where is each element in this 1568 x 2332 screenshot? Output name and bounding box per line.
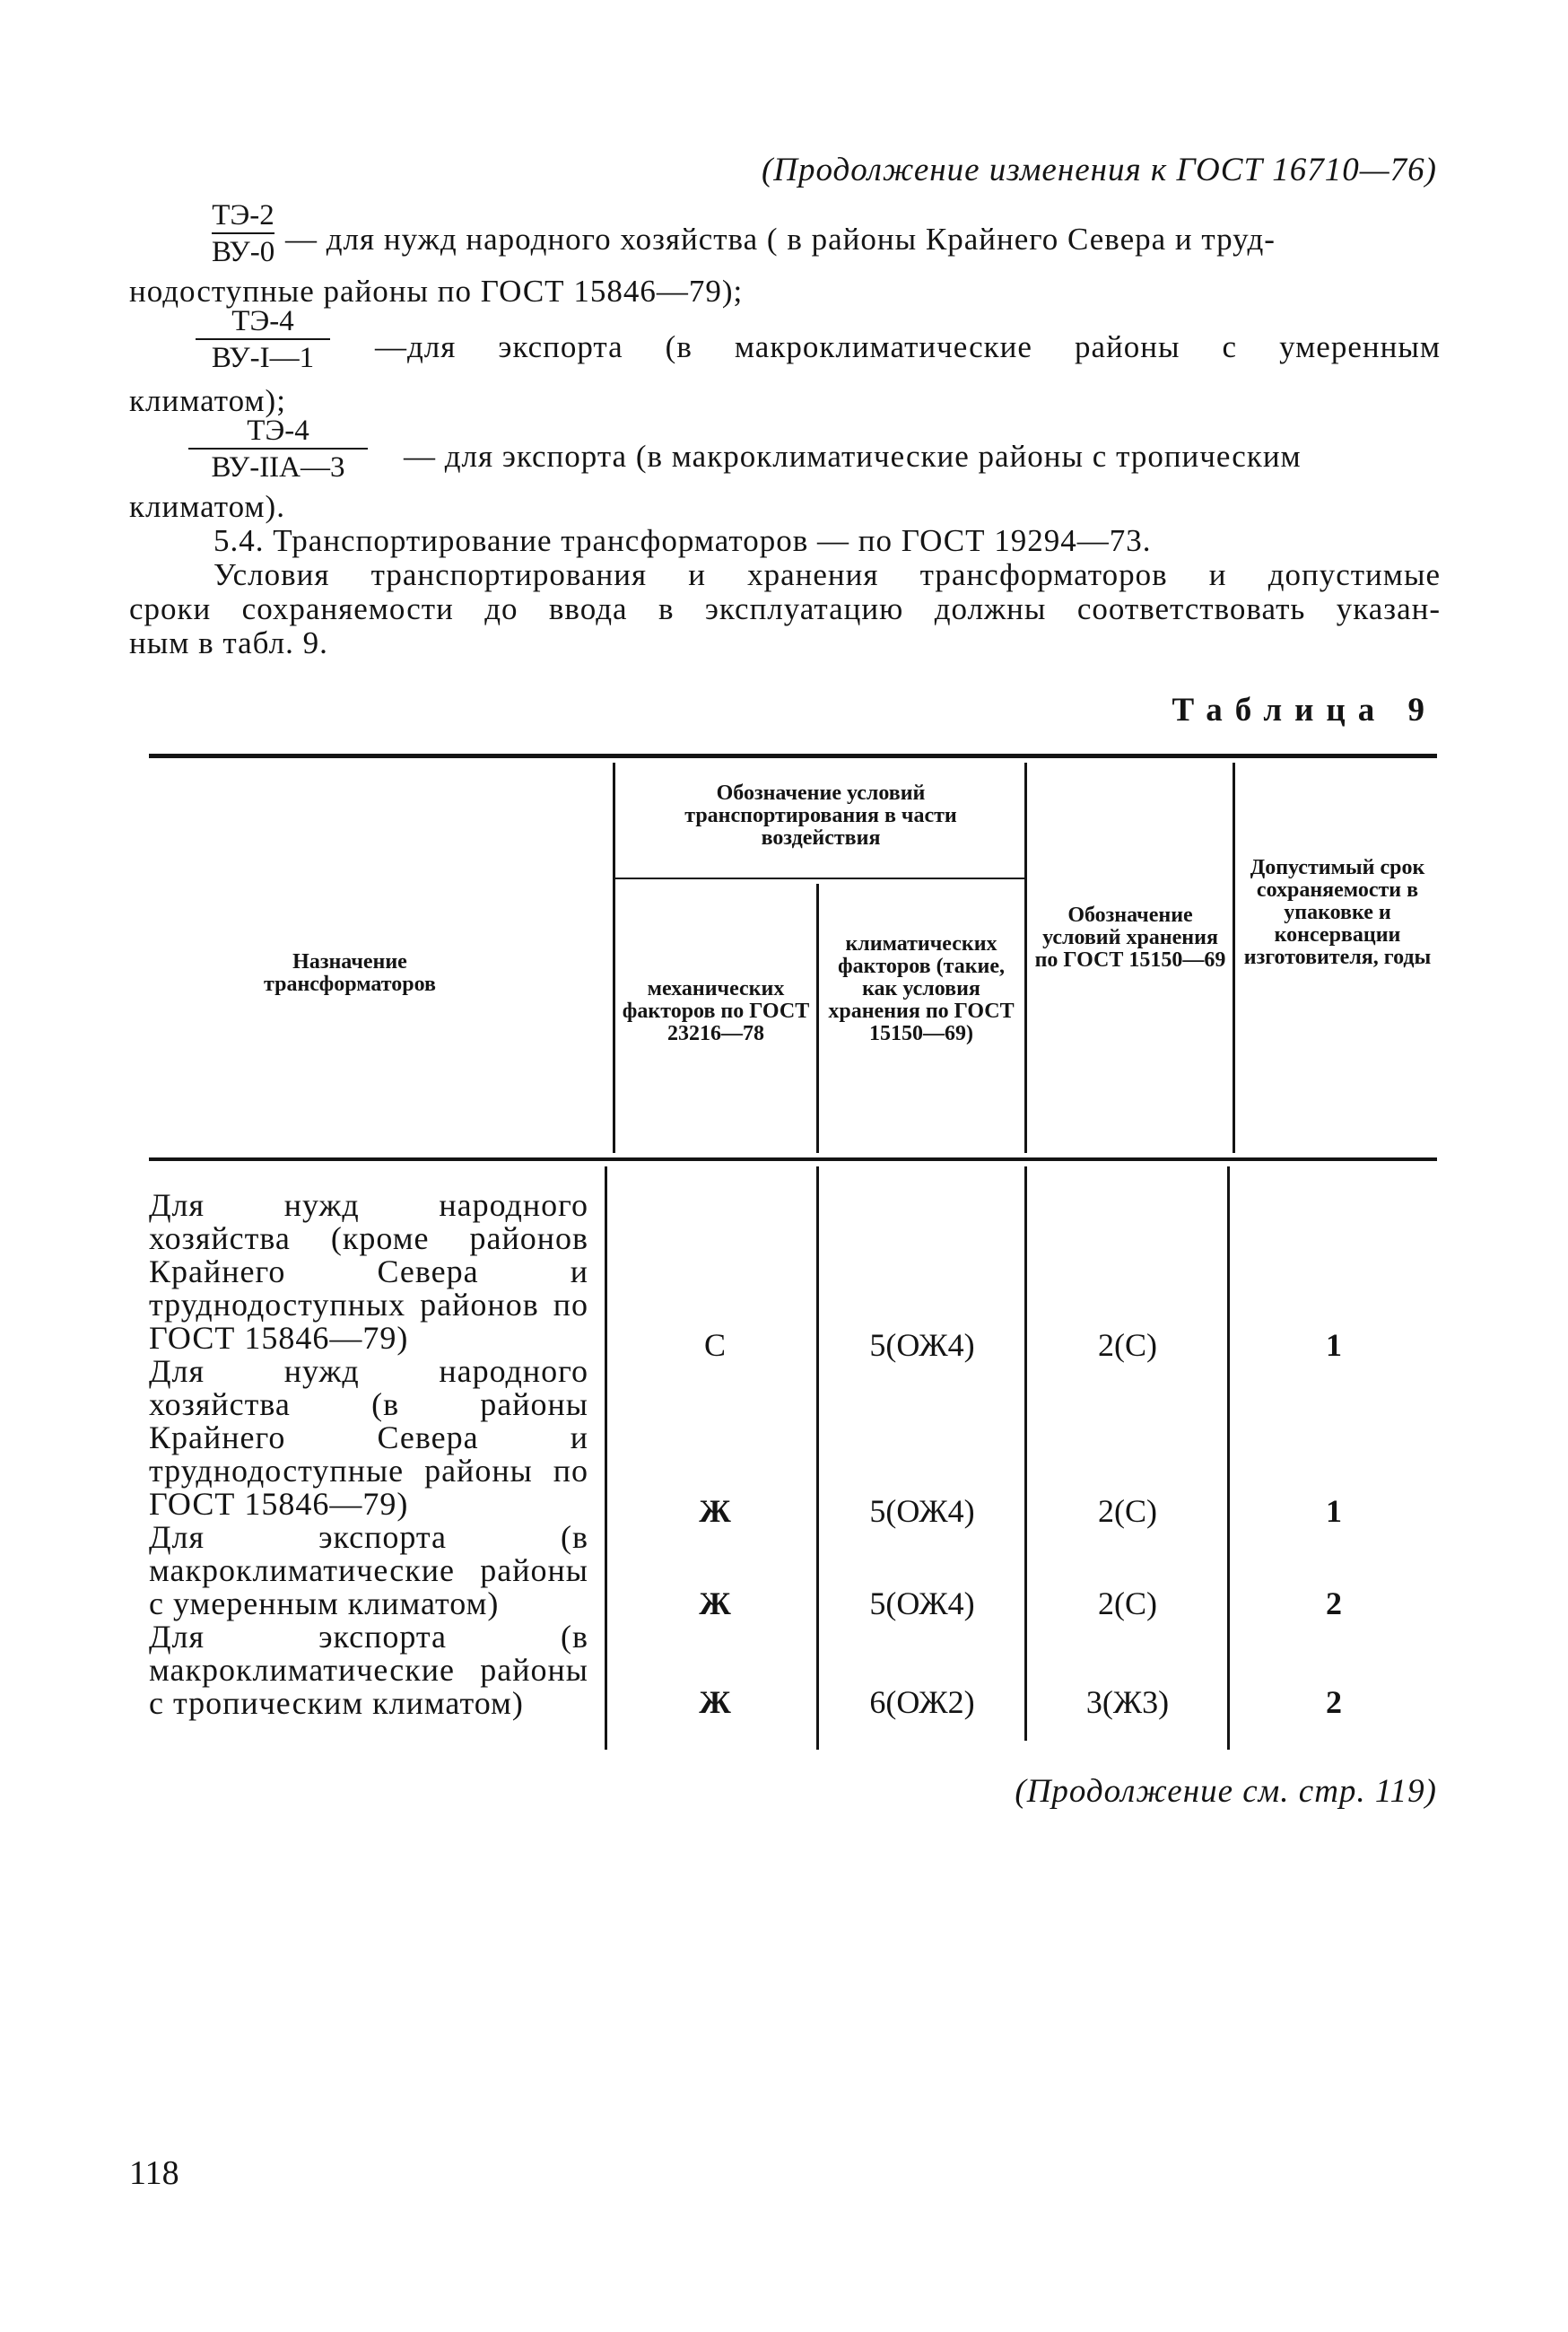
paragraph-5-4: 5.4. Транспортирование трансформаторов — по ГОСТ 19294—73. <box>213 523 1152 558</box>
row-2-purpose: Для нужд народного хозяйства (в районы Крайнего Севера и труднодоступные районы по ГОСТ 15846—79) <box>149 1353 588 1522</box>
col-divider-3-body <box>1024 1166 1027 1741</box>
transport-group-rule <box>615 878 1024 879</box>
header-storage: Обозначение условий хранения по ГОСТ 15150—69 <box>1034 904 1226 972</box>
designation-numerator: ТЭ-4 <box>247 415 309 447</box>
col-divider-2 <box>816 884 819 1153</box>
header-climatic: климатических факторов (такие, как условия хранения по ГОСТ 15150—69) <box>828 932 1015 1045</box>
designation-text-1: — для нужд народного хозяйства ( в районы Крайнего Севера и труд- <box>285 222 1276 257</box>
row-1-purpose: Для нужд народного хозяйства (кроме районов Крайнего Севера и труднодоступных районов по ГОСТ 15846—79) <box>149 1187 588 1356</box>
table-header-rule <box>149 1157 1437 1161</box>
header-transport-group: Обозначение условий транспортирования в части воздействия <box>684 782 957 850</box>
table-top-rule <box>149 754 1437 758</box>
designation-fraction-1 <box>212 199 274 269</box>
designation-cont-3: климатом). <box>129 489 285 524</box>
table-title: Таблица 9 <box>1172 692 1437 729</box>
header-mechanical: механических факторов по ГОСТ 23216—78 <box>622 977 810 1045</box>
header-term: Допустимый срок сохраняемости в упаковке и консервации изготовителя, годы <box>1243 856 1432 969</box>
row-3-storage: 2(С) <box>1098 1585 1157 1621</box>
col-divider-3 <box>1024 763 1027 1153</box>
paragraph-conditions-line-1: Условия транспортирования и хранения трансформаторов и допустимые <box>213 557 1441 592</box>
row-4-purpose: Для экспорта (в макроклиматические районы с тропическим климатом) <box>149 1619 588 1721</box>
paragraph-conditions-line-3: ным в табл. 9. <box>129 625 328 660</box>
designation-cont-2: климатом); <box>129 383 286 418</box>
row-2-mechanical: Ж <box>699 1493 731 1529</box>
designation-fraction-2 <box>196 305 330 375</box>
designation-text-3: — для экспорта (в макроклиматические районы с тропическим <box>404 439 1302 474</box>
row-3-term: 2 <box>1326 1585 1342 1621</box>
row-2-term: 1 <box>1326 1493 1342 1529</box>
row-3-climatic: 5(ОЖ4) <box>869 1585 975 1621</box>
designation-text-2: —для экспорта (в макроклиматические районы с умеренным <box>375 329 1441 364</box>
row-1-climatic: 5(ОЖ4) <box>869 1327 975 1363</box>
col-divider-4-body <box>1227 1166 1230 1750</box>
row-4-climatic: 6(ОЖ2) <box>869 1684 975 1720</box>
row-2-storage: 2(С) <box>1098 1493 1157 1529</box>
row-3-purpose: Для экспорта (в макроклиматические районы с умеренным климатом) <box>149 1519 588 1621</box>
row-3-mechanical: Ж <box>699 1585 731 1621</box>
designation-fraction-3 <box>188 415 368 485</box>
paragraph-conditions-line-2: сроки сохраняемости до ввода в эксплуатацию должны соответствовать указан- <box>129 591 1441 626</box>
col-divider-4 <box>1233 763 1235 1153</box>
row-4-term: 2 <box>1326 1684 1342 1720</box>
page-header: (Продолжение изменения к ГОСТ 16710—76) <box>761 152 1437 188</box>
col-divider-1 <box>613 763 615 1153</box>
row-4-storage: 3(Ж3) <box>1085 1684 1170 1720</box>
designation-denominator: ВУ-0 <box>212 232 274 269</box>
col-divider-1-body <box>605 1166 607 1750</box>
row-2-climatic: 5(ОЖ4) <box>869 1493 975 1529</box>
designation-denominator: ВУ-IIА—3 <box>188 448 368 485</box>
designation-numerator: ТЭ-2 <box>212 199 274 231</box>
col-divider-2-body <box>816 1166 819 1750</box>
designation-numerator: ТЭ-4 <box>231 305 294 337</box>
page-number: 118 <box>129 2154 179 2192</box>
continuation-note: (Продолжение см. стр. 119) <box>1015 1773 1437 1810</box>
header-purpose: Назначение трансформаторов <box>264 950 436 996</box>
row-1-term: 1 <box>1326 1327 1342 1363</box>
row-4-mechanical: Ж <box>699 1684 731 1720</box>
row-1-storage: 2(С) <box>1098 1327 1157 1363</box>
row-1-mechanical: С <box>703 1327 726 1363</box>
designation-cont-1: нодоступные районы по ГОСТ 15846—79); <box>129 274 744 309</box>
designation-denominator: ВУ-I—1 <box>196 338 330 375</box>
